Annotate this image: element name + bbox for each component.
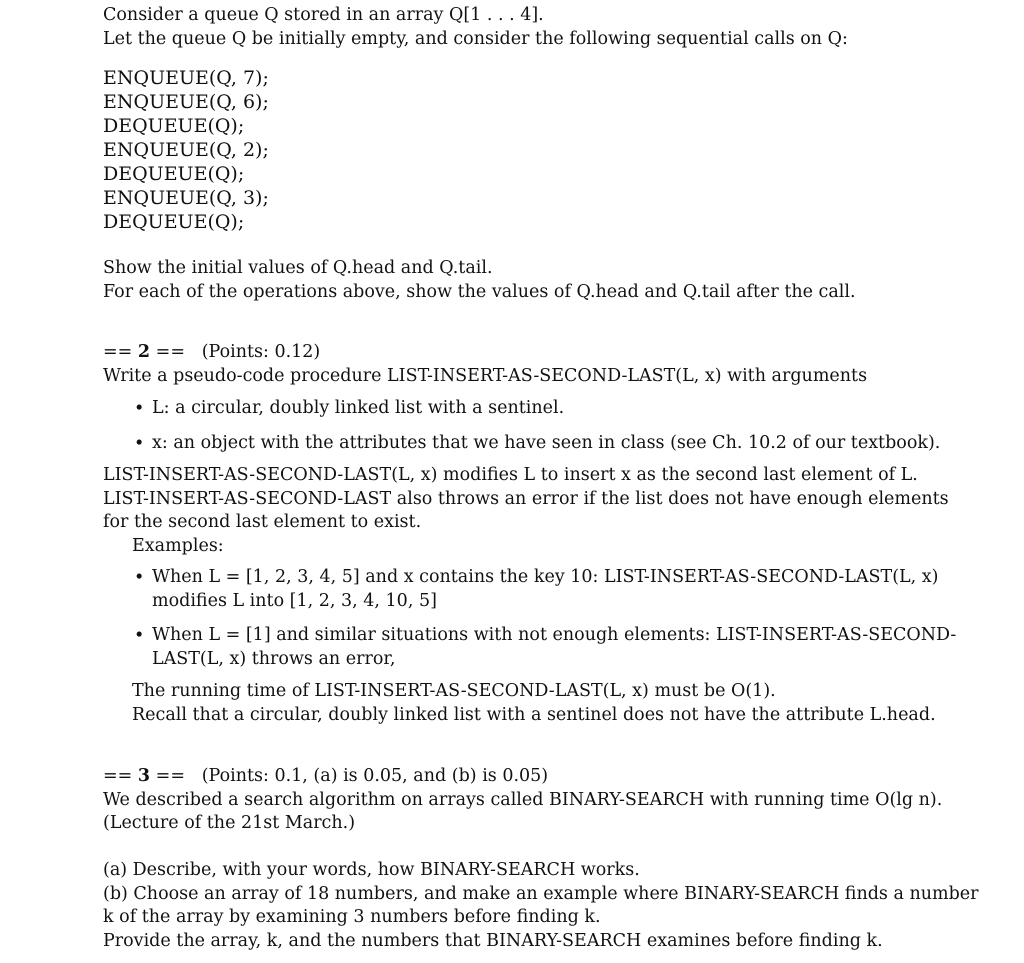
q2-example-1-line-2: modifies L into [1, 2, 3, 4, 10, 5]: [152, 591, 437, 611]
q1-op-3: DEQUEUE(Q);: [103, 115, 245, 137]
q3-part-b-line-1: (b) Choose an array of 18 numbers, and make an example where BINARY-SEARCH finds a number: [103, 884, 979, 904]
q2-recall: Recall that a circular, doubly linked list with a sentinel does not have the attribute L.head.: [132, 705, 936, 725]
q2-example-2-line-2: LAST(L, x) throws an error,: [152, 649, 396, 669]
q3-header: [103, 765, 548, 788]
q1-op-6: ENQUEUE(Q, 3);: [103, 187, 269, 209]
q2-header: [103, 341, 320, 364]
q2-arg-x: x: an object with the attributes that we have seen in class (see Ch. 10.2 of our textbook).: [152, 433, 941, 453]
q1-op-2: ENQUEUE(Q, 6);: [103, 91, 269, 113]
q2-sep-left: ==: [103, 342, 133, 362]
q1-show-line-2: For each of the operations above, show the values of Q.head and Q.tail after the call.: [103, 282, 856, 302]
q2-desc-line-2: LIST-INSERT-AS-SECOND-LAST also throws an error if the list does not have enough elements: [103, 489, 949, 509]
q2-example-2-line-1: When L = [1] and similar situations with not enough elements: LIST-INSERT-AS-SECOND-: [152, 625, 957, 645]
q1-show-line-1: Show the initial values of Q.head and Q.tail.: [103, 258, 493, 278]
q1-intro-line-1: Consider a queue Q stored in an array Q[1 . . . 4].: [103, 5, 544, 25]
bullet-icon: •: [134, 434, 145, 454]
q2-running-time: The running time of LIST-INSERT-AS-SECOND-LAST(L, x) must be O(1).: [132, 681, 776, 701]
q2-desc-line-1: LIST-INSERT-AS-SECOND-LAST(L, x) modifies L to insert x as the second last element of L.: [103, 465, 918, 485]
bullet-icon: •: [134, 568, 145, 588]
q3-part-b-line-2: k of the array by examining 3 numbers before finding k.: [103, 907, 601, 927]
q2-examples-label: Examples:: [132, 536, 224, 556]
q2-example-1-line-1: When L = [1, 2, 3, 4, 5] and x contains the key 10: LIST-INSERT-AS-SECOND-LAST(L, x): [152, 567, 939, 587]
q1-op-4: ENQUEUE(Q, 2);: [103, 139, 269, 161]
bullet-icon: •: [134, 399, 145, 419]
q3-intro-line-2: (Lecture of the 21st March.): [103, 813, 356, 833]
q3-points: (Points: 0.1, (a) is 0.05, and (b) is 0.05): [201, 766, 549, 786]
q3-part-a: (a) Describe, with your words, how BINARY-SEARCH works.: [103, 860, 640, 880]
q1-op-7: DEQUEUE(Q);: [103, 211, 245, 233]
bullet-icon: •: [134, 626, 145, 646]
q2-desc-line-3: for the second last element to exist.: [103, 512, 422, 532]
q2-number: 2: [137, 342, 151, 362]
q1-intro-line-2: Let the queue Q be initially empty, and consider the following sequential calls on Q:: [103, 29, 848, 49]
q1-op-5: DEQUEUE(Q);: [103, 163, 245, 185]
q1-op-1: ENQUEUE(Q, 7);: [103, 67, 269, 89]
q3-number: 3: [137, 766, 151, 786]
q3-intro-line-1: We described a search algorithm on arrays called BINARY-SEARCH with running time O(lg n).: [103, 790, 943, 810]
q2-points: (Points: 0.12): [201, 342, 321, 362]
q2-sep-right: ==: [155, 342, 185, 362]
q3-part-b-line-3: Provide the array, k, and the numbers that BINARY-SEARCH examines before finding k.: [103, 931, 883, 951]
q2-intro: Write a pseudo-code procedure LIST-INSERT-AS-SECOND-LAST(L, x) with arguments: [103, 366, 868, 386]
q3-sep-right: ==: [155, 766, 185, 786]
q3-sep-left: ==: [103, 766, 133, 786]
q2-arg-l: L: a circular, doubly linked list with a sentinel.: [152, 398, 565, 418]
